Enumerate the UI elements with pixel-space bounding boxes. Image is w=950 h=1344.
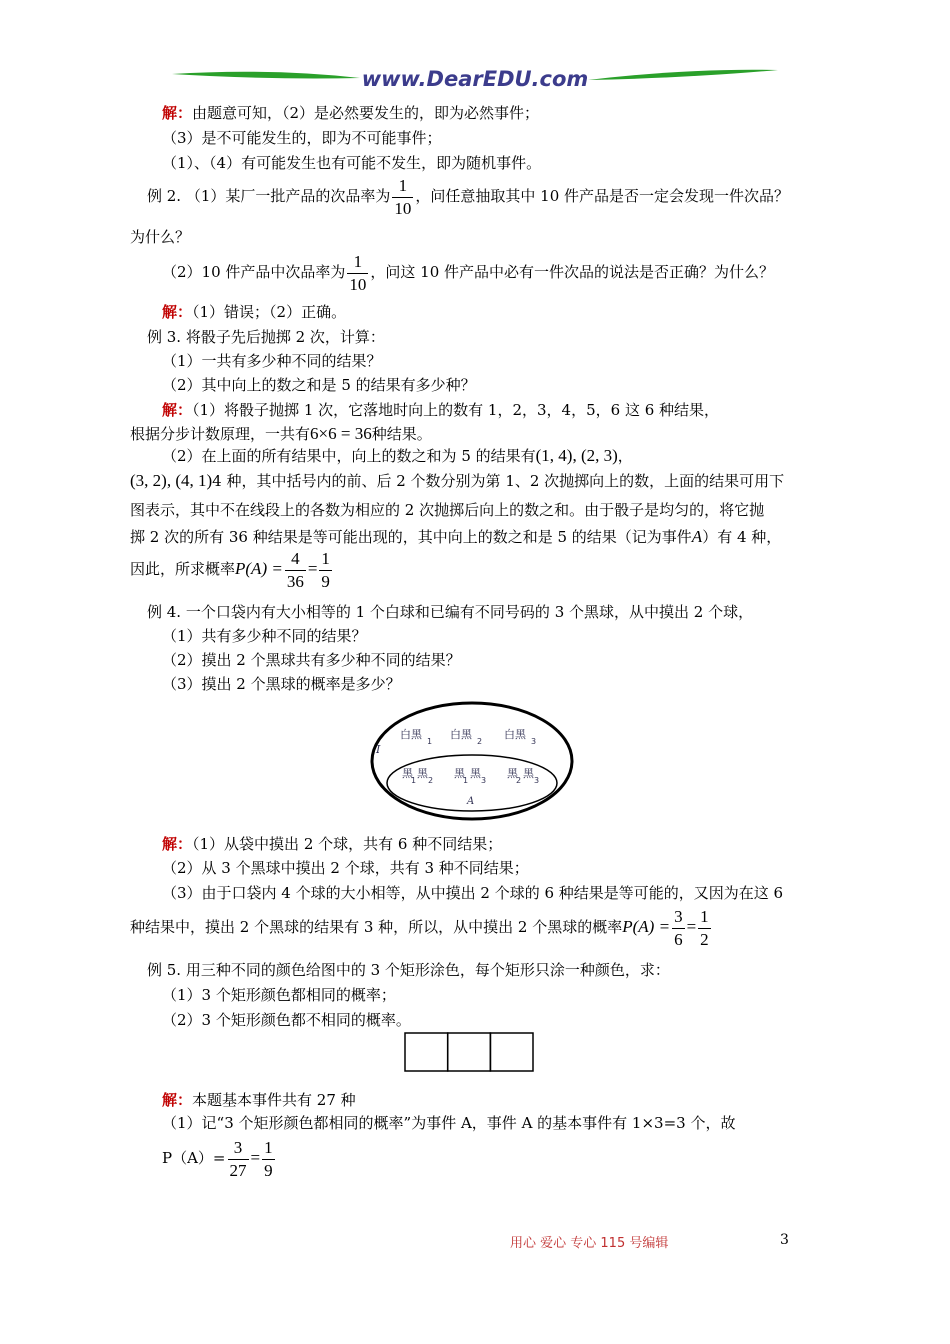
- ex5-title: 例 5. 用三种不同的颜色给图中的 3 个矩形涂色，每个矩形只涂一种颜色，求：: [147, 961, 670, 979]
- venn-bb23-b-sub: 3: [534, 776, 540, 785]
- rectangle-2: [448, 1033, 491, 1071]
- ex3-s2a: 根据分步计数原理，一共有: [130, 425, 311, 443]
- venn-bb12-b-sub: 2: [428, 776, 434, 785]
- ex2-sol-label: 解：: [162, 303, 193, 321]
- venn-wb1: 白黑: [400, 728, 422, 741]
- ex4-s4-math: P(A) =: [622, 917, 671, 936]
- ex5-f1-den: 27: [229, 1160, 247, 1180]
- ex3-q2: （2）其中向上的数之和是 5 的结果有多少种？: [162, 376, 476, 394]
- venn-wb1-sub: 1: [427, 737, 433, 746]
- ex3-s6a: 掷 2 次的所有 36 种结果是等可能出现的，其中向上的数之和是 5 的结果（记为事件: [130, 528, 692, 546]
- ex4-title: 例 4. 一个口袋内有大小相等的 1 个白球和已编有不同号码的 3 个黑球，从中摸出 2 个球，: [147, 603, 754, 621]
- sol1-text1: 由题意可知，（2）是必然要发生的，即为必然事件；: [192, 104, 540, 122]
- ex4-fraction-1: [672, 906, 685, 951]
- ex5-f2-num: 1: [262, 1137, 275, 1160]
- ex2-text-d: （2）10 件产品中次品率为: [162, 263, 346, 281]
- ex3-f2-num: 1: [319, 548, 332, 571]
- ex5-sol-line3: [162, 1135, 277, 1182]
- ex5-sol-label: 解：: [162, 1091, 193, 1109]
- ex2-fraction-1: [392, 175, 413, 220]
- ex4-sol-text1: （1）从袋中摸出 2 个球，共有 6 种不同结果；: [192, 835, 503, 853]
- ex3-sol-line4: [130, 471, 784, 491]
- ex3-s2-math: 6×6 = 36: [310, 424, 372, 443]
- ex4-sol-line1: [162, 834, 502, 854]
- ex3-sol-line1: [162, 400, 719, 420]
- site-banner: [170, 62, 780, 102]
- banner-site-text: www.DearEDU.com: [361, 67, 589, 91]
- venn-bb13-a: 黑: [454, 767, 465, 780]
- ex4-f1-num: 3: [672, 906, 685, 929]
- ex4-fraction-2: [698, 906, 711, 951]
- ex5-equals: =: [250, 1148, 261, 1167]
- venn-label-A: A: [467, 796, 475, 807]
- venn-bb13-b: 黑: [470, 767, 481, 780]
- ex3-sol-text1: （1）将骰子抛掷 1 次，它落地时向上的数有 1，2，3，4，5，6 这 6 种结果，: [192, 401, 720, 419]
- venn-bb13-a-sub: 1: [463, 776, 469, 785]
- ex3-q1: （1）一共有多少种不同的结果？: [162, 352, 382, 370]
- venn-bb12-a-sub: 1: [411, 776, 417, 785]
- ex3-s2b: 种结果。: [371, 425, 432, 443]
- ex4-sol-label: 解：: [162, 835, 193, 853]
- ex4-sol-line2: （2）从 3 个黑球中摸出 2 个球，共有 3 种不同结果；: [162, 859, 529, 877]
- ex3-s4b: 4 种，其中括号内的前、后 2 个数分别为第 1、2 次抛掷向上的数，上面的结果可用下: [212, 472, 785, 490]
- banner-swoosh-left: [172, 72, 360, 79]
- venn-bb13-b-sub: 3: [481, 776, 487, 785]
- venn-wb2-sub: 2: [477, 737, 483, 746]
- ex5-f2-den: 9: [264, 1160, 273, 1180]
- ex4-equals: =: [686, 917, 697, 936]
- ex5-s3a: P（A）=: [162, 1149, 226, 1167]
- ex4-s4a: 种结果中，摸出 2 个黑球的结果有 3 种，所以，从中摸出 2 个黑球的概率: [130, 918, 623, 936]
- venn-wb3: 白黑: [504, 728, 526, 741]
- ex3-fraction-1: [285, 548, 306, 593]
- venn-bb23-b: 黑: [523, 767, 534, 780]
- ex3-s6-math: A: [691, 527, 703, 546]
- ex2-fraction-2: [347, 251, 368, 296]
- ex3-f1-den: 36: [286, 571, 304, 591]
- ex4-f2-num: 1: [698, 906, 711, 929]
- ex5-sol-text1: 本题基本事件共有 27 种: [192, 1091, 356, 1109]
- ex3-s3a: （2）在上面的所有结果中，向上的数之和为 5 的结果有: [162, 447, 536, 465]
- venn-diagram: [367, 697, 577, 825]
- ex3-s6b: ）有 4 种，: [702, 528, 782, 546]
- venn-bb12-b: 黑: [417, 767, 428, 780]
- ex5-fraction-1: [228, 1137, 249, 1182]
- ex4-sol-line4: [130, 904, 713, 951]
- ex5-q2: （2）3 个矩形颜色都不相同的概率。: [162, 1011, 411, 1029]
- footer-note: 用心 爱心 专心 115 号编辑: [510, 1236, 669, 1251]
- ex4-q1: （1）共有多少种不同的结果？: [162, 627, 367, 645]
- three-rectangles: [404, 1032, 534, 1072]
- ex3-sol-line6: [130, 527, 781, 547]
- ex2-text-a: 例 2. （1）某厂一批产品的次品率为: [147, 187, 391, 205]
- rectangle-1: [405, 1033, 448, 1071]
- sol1-label: 解：: [162, 104, 193, 122]
- ex3-sol-line7: [130, 546, 334, 593]
- ex4-q2: （2）摸出 2 个黑球共有多少种不同的结果？: [162, 651, 461, 669]
- ex3-sol-line5: 图表示，其中不在线段上的各数为相应的 2 次抛掷后向上的数之和。由于骰子是均匀的，将它抛: [130, 501, 765, 519]
- ex5-f1-num: 3: [228, 1137, 249, 1160]
- ex5-fraction-2: [262, 1137, 275, 1182]
- sol1-line3: （1）、（4）有可能发生也有可能不发生，即为随机事件。: [162, 154, 542, 172]
- ex2-text-b: ，问任意抽取其中 10 件产品是否一定会发现一件次品？: [415, 187, 790, 205]
- ex4-f2-den: 2: [700, 929, 709, 949]
- ex2-text-e: ，问这 10 件产品中必有一件次品的说法是否正确？为什么？: [370, 263, 775, 281]
- banner-swoosh-right: [588, 70, 778, 80]
- page-number: 3: [780, 1232, 789, 1248]
- ex2-frac1-num: 1: [392, 175, 413, 198]
- ex3-sol-line2: [130, 424, 432, 444]
- ex5-q1: （1）3 个矩形颜色都相同的概率；: [162, 986, 396, 1004]
- venn-wb3-sub: 3: [531, 737, 537, 746]
- ex2-sol-text: （1）错误；（2）正确。: [192, 303, 347, 321]
- ex3-title: 例 3. 将骰子先后抛掷 2 次，计算：: [147, 328, 385, 346]
- sol1-line1: [162, 103, 539, 123]
- ex3-s7-math: P(A) =: [235, 559, 283, 578]
- ex3-fraction-2: [319, 548, 332, 593]
- venn-bb23-a: 黑: [507, 767, 518, 780]
- ex3-f1-num: 4: [285, 548, 306, 571]
- ex5-sol-line2: （1）记“3 个矩形颜色都相同的概率”为事件 A，事件 A 的基本事件有 1×3=3 个，故: [162, 1114, 736, 1132]
- sol1-line2: （3）是不可能发生的，即为不可能事件；: [162, 129, 442, 147]
- ex2-line2: 为什么？: [130, 228, 191, 246]
- venn-bb12-a: 黑: [402, 767, 413, 780]
- ex4-q3: （3）摸出 2 个黑球的概率是多少？: [162, 675, 401, 693]
- ex3-sol-line3: [162, 446, 633, 466]
- venn-label-I: I: [376, 743, 381, 756]
- ex3-f2-den: 9: [321, 571, 330, 591]
- ex3-s3-math: (1, 4), (2, 3): [535, 446, 618, 465]
- ex2-line3: [162, 248, 774, 296]
- ex3-equals: =: [307, 559, 318, 578]
- ex2-frac2-den: 10: [349, 274, 367, 294]
- ex4-f1-den: 6: [674, 929, 683, 949]
- ex4-sol-line3: （3）由于口袋内 4 个球的大小相等，从中摸出 2 个球的 6 种结果是等可能的，又因为在这 6: [162, 884, 784, 902]
- venn-wb2: 白黑: [450, 728, 472, 741]
- ex2-solution: [162, 302, 346, 322]
- ex3-s4-math: (3, 2), (4, 1): [130, 471, 213, 490]
- ex3-s3b: ，: [617, 447, 633, 465]
- rectangle-3: [490, 1033, 533, 1071]
- venn-bb23-a-sub: 2: [516, 776, 522, 785]
- ex2-frac1-den: 10: [394, 198, 412, 218]
- ex2-frac2-num: 1: [347, 251, 368, 274]
- ex3-s7a: 因此，所求概率: [130, 560, 236, 578]
- ex3-sol-label: 解：: [162, 401, 193, 419]
- ex2-line1: [147, 172, 789, 220]
- ex5-sol-line1: [162, 1090, 356, 1110]
